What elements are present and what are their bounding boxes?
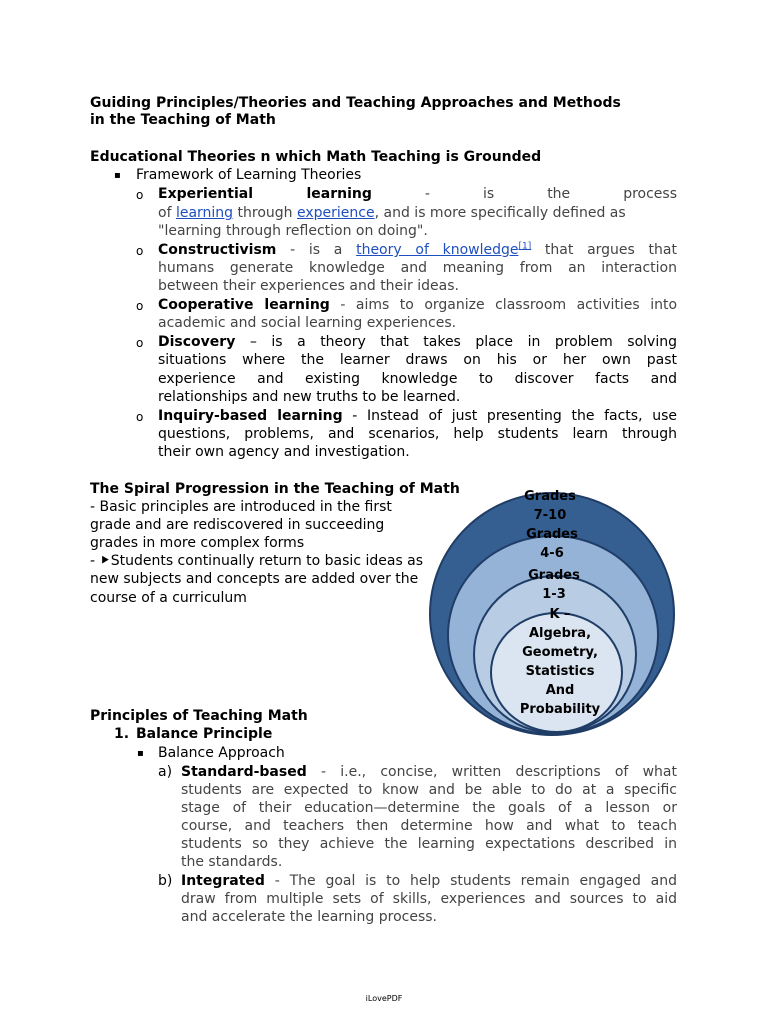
integrated-line-3: and accelerate the learning process. bbox=[181, 909, 438, 925]
constructivism-line-3: between their experiences and their ideas. bbox=[158, 278, 459, 294]
section-heading-principles: Principles of Teaching Math bbox=[90, 708, 308, 724]
label-center: K – Algebra, Geometry, Statistics And Probability bbox=[519, 607, 601, 717]
theory-of-knowledge-link[interactable]: theory of knowledge bbox=[356, 242, 519, 258]
spiral-line-2: grade and are rediscovered in succeeding bbox=[90, 517, 385, 533]
integrated-line-1: Integrated - The goal is to help students remain engaged and bbox=[181, 873, 677, 889]
constructivism-line-1: Constructivism - is a theory of knowledge[1] that argues that bbox=[158, 241, 677, 258]
label-grades-4-6: Grades 4-6 bbox=[526, 527, 578, 561]
page-title-line-2: in the Teaching of Math bbox=[90, 112, 276, 128]
footer-watermark: iLovePDF bbox=[365, 994, 403, 1003]
spiral-line-4: - ⯈Students continually return to basic ideas as bbox=[90, 553, 424, 569]
experiential-line-3: "learning through reflection on doing". bbox=[158, 223, 428, 239]
standard-based-line-1: Standard-based - i.e., concise, written descriptions of what bbox=[181, 764, 677, 780]
integrated-line-2: draw from multiple sets of skills, experiences and sources to aid bbox=[181, 891, 677, 907]
standard-based-line-4: course, and teachers then determine how and what to teach bbox=[181, 818, 677, 834]
experiential-line-1: Experiential learning - is the process bbox=[158, 186, 677, 202]
discovery-line-2: situations where the learner draws on his or her own past bbox=[158, 352, 677, 368]
item-1-number: 1. bbox=[114, 726, 130, 742]
integrated-term: Integrated bbox=[181, 873, 265, 889]
discovery-line-3: experience and existing knowledge to discover facts and bbox=[158, 371, 677, 387]
square-bullet-icon: ▪ bbox=[114, 170, 121, 181]
circle-bullet-icon: o bbox=[136, 244, 144, 258]
spiral-line-3: grades in more complex forms bbox=[90, 535, 305, 551]
spiral-line-1: - Basic principles are introduced in the first bbox=[90, 499, 392, 515]
item-b-letter: b) bbox=[158, 873, 173, 889]
spiral-line-5: new subjects and concepts are added over the bbox=[90, 571, 419, 587]
framework-label: Framework of Learning Theories bbox=[136, 167, 362, 183]
inquiry-line-2: questions, problems, and scenarios, help students learn through bbox=[158, 426, 677, 442]
square-bullet-icon: ▪ bbox=[137, 748, 144, 759]
inquiry-line-1: Inquiry-based learning - Instead of just presenting the facts, use bbox=[158, 408, 677, 424]
constructivism-term: Constructivism bbox=[158, 242, 277, 258]
inquiry-term: Inquiry-based learning bbox=[158, 408, 343, 424]
balance-approach-label: Balance Approach bbox=[158, 745, 285, 761]
discovery-line-1: Discovery – is a theory that takes place in problem solving bbox=[158, 334, 677, 350]
label-grades-1-3: Grades 1-3 bbox=[528, 568, 580, 602]
item-a-letter: a) bbox=[158, 764, 173, 780]
experiential-term: Experiential learning bbox=[158, 186, 372, 202]
circle-bullet-icon: o bbox=[136, 336, 144, 350]
cooperative-line-2: academic and social learning experiences. bbox=[158, 315, 457, 331]
section-heading-educational-theories: Educational Theories n which Math Teaching is Grounded bbox=[90, 149, 542, 165]
experience-link[interactable]: experience bbox=[297, 205, 375, 221]
cooperative-line-1: Cooperative learning - aims to organize classroom activities into bbox=[158, 297, 678, 313]
standard-based-line-5: students so they achieve the learning expectations described in bbox=[181, 836, 677, 852]
learning-link[interactable]: learning bbox=[175, 205, 234, 221]
page-title-line-1: Guiding Principles/Theories and Teaching Approaches and Methods bbox=[90, 95, 621, 111]
experiential-line-2: of learning through experience, and is more specifically defined as bbox=[158, 205, 626, 221]
discovery-term: Discovery bbox=[158, 334, 236, 350]
circle-bullet-icon: o bbox=[136, 299, 144, 313]
balance-principle-label: Balance Principle bbox=[136, 726, 273, 742]
circle-bullet-icon: o bbox=[136, 188, 144, 202]
circle-bullet-icon: o bbox=[136, 410, 144, 424]
section-heading-spiral: The Spiral Progression in the Teaching of Math bbox=[90, 481, 460, 497]
label-grades-7-10: Grades 7-10 bbox=[524, 489, 576, 523]
standard-based-line-3: stage of their education—determine the goals of a lesson or bbox=[181, 800, 677, 816]
constructivism-line-2: humans generate knowledge and meaning from an interaction bbox=[158, 260, 677, 276]
discovery-line-4: relationships and new truths to be learned. bbox=[158, 389, 461, 405]
inquiry-line-3: their own agency and investigation. bbox=[158, 444, 410, 460]
cooperative-term: Cooperative learning bbox=[158, 297, 330, 313]
footnote-link[interactable]: [1] bbox=[518, 241, 532, 252]
standard-based-line-6: the standards. bbox=[181, 854, 283, 870]
standard-based-line-2: students are expected to know and be able to do at a specific bbox=[181, 782, 677, 798]
spiral-line-6: course of a curriculum bbox=[90, 590, 247, 606]
standard-based-term: Standard-based bbox=[181, 764, 307, 780]
